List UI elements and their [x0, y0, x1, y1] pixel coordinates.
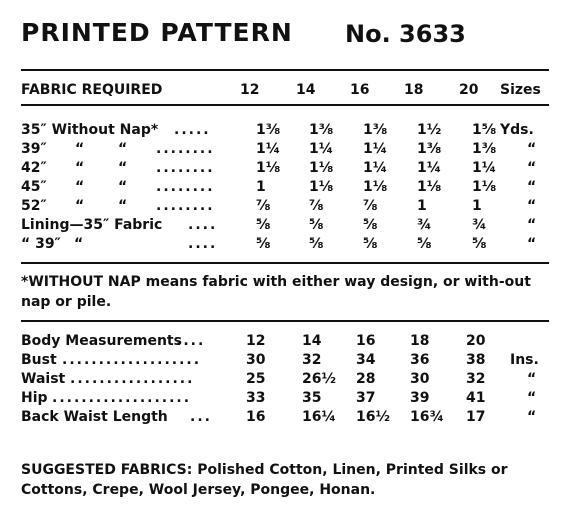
- without-nap-note: *WITHOUT NAP means fabric with either way design, or with-out nap or pile.: [21, 274, 531, 310]
- yardage-value: 1⅛: [256, 160, 281, 176]
- leader-dots: ....: [188, 217, 218, 233]
- leader-dots: ........: [156, 179, 215, 195]
- measurement-value: 33: [246, 390, 266, 406]
- yardage-value: 1⅜: [417, 141, 442, 157]
- yardage-value: ¾: [472, 217, 487, 233]
- suggested-fabrics: SUGGESTED FABRICS: Polished Cotton, Linen, Printed Silks or Cottons, Crepe, Wool Jersey, Pongee, Honan.: [21, 462, 508, 498]
- measurement-label: Bust: [21, 352, 57, 368]
- unit-label: “: [527, 390, 537, 406]
- measurement-value: 38: [466, 352, 486, 368]
- size-12: 12: [240, 82, 260, 98]
- measurement-value: 20: [466, 333, 486, 349]
- measurement-value: 17: [466, 409, 486, 425]
- fabric-width-label: 35″ Without Nap*: [21, 122, 159, 138]
- measurement-label: Waist: [21, 371, 66, 387]
- leader-dots: ...................: [62, 352, 202, 368]
- measurement-label: Body Measurements: [21, 333, 182, 349]
- measurement-value: 16½: [356, 409, 390, 425]
- unit-label: “: [527, 217, 537, 233]
- yardage-value: ⅝: [417, 236, 432, 252]
- measurement-value: 35: [302, 390, 322, 406]
- pattern-number: No. 3633: [345, 20, 466, 48]
- fabric-heading: FABRIC REQUIRED: [21, 82, 163, 98]
- size-18: 18: [404, 82, 424, 98]
- measurement-value: 16¼: [302, 409, 336, 425]
- unit-label: “: [527, 371, 537, 387]
- size-20: 20: [459, 82, 479, 98]
- yardage-value: ⅞: [363, 198, 378, 214]
- yardage-value: 1¼: [363, 141, 388, 157]
- top-rule: [21, 69, 549, 71]
- yardage-value: ⅝: [472, 236, 487, 252]
- ditto-mark: “: [118, 179, 128, 195]
- yardage-value: 1⅜: [472, 141, 497, 157]
- unit-label: “: [527, 236, 537, 252]
- fabric-header-rule: [21, 104, 549, 106]
- yardage-value: ⅝: [256, 236, 271, 252]
- ditto-mark: “: [74, 236, 84, 252]
- measurement-value: 32: [302, 352, 322, 368]
- yardage-value: 1⅛: [417, 179, 442, 195]
- fabric-width-label: “ 39″: [21, 236, 61, 252]
- yardage-value: 1⅜: [256, 122, 281, 138]
- size-16: 16: [350, 82, 370, 98]
- yardage-value: ⅝: [363, 236, 378, 252]
- measurement-value: 25: [246, 371, 266, 387]
- pattern-title: PRINTED PATTERN: [21, 18, 293, 47]
- leader-dots: ...: [190, 409, 212, 425]
- unit-label: “: [527, 160, 537, 176]
- leader-dots: ........: [156, 160, 215, 176]
- ditto-mark: “: [75, 198, 85, 214]
- unit-label: Ins.: [510, 352, 539, 368]
- yardage-value: ⅝: [363, 217, 378, 233]
- leader-dots: ........: [156, 141, 215, 157]
- size-14: 14: [296, 82, 316, 98]
- measurement-value: 36: [410, 352, 430, 368]
- measurement-value: 39: [410, 390, 430, 406]
- yardage-value: 1¼: [309, 141, 334, 157]
- measurement-value: 14: [302, 333, 322, 349]
- fabric-bottom-rule: [21, 262, 549, 264]
- yardage-value: 1⅜: [309, 122, 334, 138]
- fabric-width-label: Lining—35″ Fabric: [21, 217, 163, 233]
- yardage-value: ⅞: [309, 198, 324, 214]
- ditto-mark: “: [75, 160, 85, 176]
- note-rule: [21, 320, 549, 322]
- fabric-width-label: 39″: [21, 141, 47, 157]
- measurement-value: 16¾: [410, 409, 444, 425]
- measurement-value: 30: [246, 352, 266, 368]
- yardage-value: ⅞: [256, 198, 271, 214]
- yardage-value: 1: [256, 179, 266, 195]
- ditto-mark: “: [75, 141, 85, 157]
- fabric-width-label: 52″: [21, 198, 47, 214]
- yardage-value: 1⅛: [472, 179, 497, 195]
- yardage-value: 1⅜: [363, 122, 388, 138]
- measurement-value: 41: [466, 390, 486, 406]
- measurement-label: Back Waist Length: [21, 409, 168, 425]
- yardage-value: ⅝: [256, 217, 271, 233]
- unit-label: “: [527, 141, 537, 157]
- yardage-value: 1¼: [417, 160, 442, 176]
- yardage-value: ⅝: [309, 236, 324, 252]
- yardage-value: 1⅝: [472, 122, 497, 138]
- measurement-value: 16: [356, 333, 376, 349]
- leader-dots: ........: [156, 198, 215, 214]
- measurement-label: Hip: [21, 390, 48, 406]
- measurement-value: 37: [356, 390, 376, 406]
- leader-dots: ...................: [52, 390, 192, 406]
- fabric-width-label: 45″: [21, 179, 47, 195]
- measurement-value: 32: [466, 371, 486, 387]
- measurement-value: 30: [410, 371, 430, 387]
- yardage-value: 1½: [417, 122, 442, 138]
- yardage-value: 1: [417, 198, 427, 214]
- ditto-mark: “: [118, 198, 128, 214]
- leader-dots: .....: [174, 122, 211, 138]
- measurement-value: 26½: [302, 371, 336, 387]
- yardage-value: 1: [472, 198, 482, 214]
- yardage-value: ⅝: [309, 217, 324, 233]
- leader-dots: ....: [176, 333, 206, 349]
- yardage-value: ¾: [417, 217, 432, 233]
- unit-label: Yds.: [500, 122, 534, 138]
- leader-dots: ....: [188, 236, 218, 252]
- yardage-value: 1¼: [363, 160, 388, 176]
- unit-label: “: [527, 409, 537, 425]
- yardage-value: 1¼: [256, 141, 281, 157]
- yardage-value: 1¼: [472, 160, 497, 176]
- measurement-value: 34: [356, 352, 376, 368]
- yardage-value: 1⅛: [309, 160, 334, 176]
- measurement-value: 16: [246, 409, 266, 425]
- ditto-mark: “: [75, 179, 85, 195]
- measurement-value: 28: [356, 371, 376, 387]
- yardage-value: 1⅛: [363, 179, 388, 195]
- measurement-value: 18: [410, 333, 430, 349]
- ditto-mark: “: [118, 141, 128, 157]
- fabric-width-label: 42″: [21, 160, 47, 176]
- yardage-value: 1⅛: [309, 179, 334, 195]
- ditto-mark: “: [118, 160, 128, 176]
- sizes-label: Sizes: [500, 82, 541, 98]
- unit-label: “: [527, 198, 537, 214]
- measurement-value: 12: [246, 333, 266, 349]
- unit-label: “: [527, 179, 537, 195]
- leader-dots: .................: [70, 371, 195, 387]
